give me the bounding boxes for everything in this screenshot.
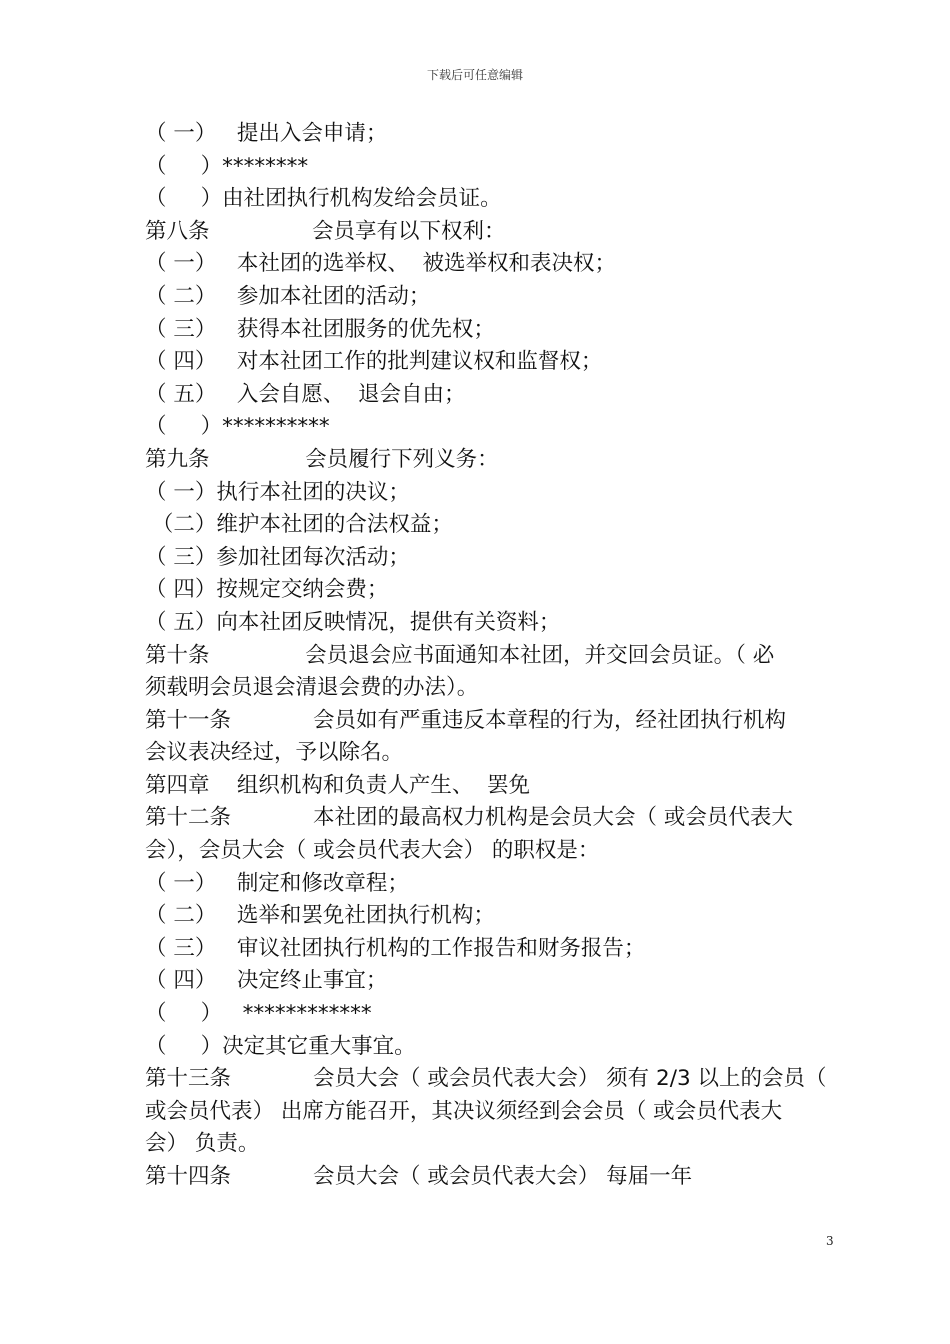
chapter-heading: 第四章 组织机构和负责人产生、 罢免 xyxy=(145,772,531,798)
text-line: （ 三）参加社团每次活动； xyxy=(145,544,410,570)
text-line: 会） 负责。 xyxy=(145,1131,260,1157)
text-line: （ 一） 本社团的选举权、 被选举权和表决权； xyxy=(145,251,617,277)
text-line: （ 一）执行本社团的决议； xyxy=(145,479,410,505)
article-heading: 第十一条 会员如有严重违反本章程的行为，经社团执行机构 xyxy=(145,707,787,733)
article-heading: 第八条 会员享有以下权利： xyxy=(145,218,506,244)
text-line: （ 四） 决定终止事宜； xyxy=(145,968,388,994)
text-line: （ 五） 入会自愿、 退会自由； xyxy=(145,381,466,407)
text-line: （ ）********** xyxy=(145,414,330,440)
text-line: 会议表决经过，予以除名。 xyxy=(145,740,404,766)
text-line: 或会员代表） 出席方能召开，其决议须经到会会员（ 或会员代表大 xyxy=(145,1098,783,1124)
text-line: （ 五）向本社团反映情况，提供有关资料； xyxy=(145,609,561,635)
text-line: （二）维护本社团的合法权益； xyxy=(145,512,453,538)
text-line: （ 三） 审议社团执行机构的工作报告和财务报告； xyxy=(145,935,646,961)
article-heading: 第十三条 会员大会（ 或会员代表大会） 须有 2/3 以上的会员（ xyxy=(145,1066,827,1092)
text-line: （ ）决定其它重大事宜。 xyxy=(145,1033,416,1059)
text-line: （ 一） 提出入会申请； xyxy=(145,121,388,146)
text-line: （ 四）按规定交纳会费； xyxy=(145,577,389,603)
text-line: （ 四） 对本社团工作的批判建议权和监督权； xyxy=(145,349,603,375)
text-line: （ 二） 参加本社团的活动； xyxy=(145,283,431,309)
document-body xyxy=(145,118,835,1194)
article-heading: 第十条 会员退会应书面通知本社团，并交回会员证。（ 必 xyxy=(145,642,775,668)
text-line: （ 三） 获得本社团服务的优先权； xyxy=(145,316,495,342)
article-heading: 第十四条 会员大会（ 或会员代表大会） 每届一年 xyxy=(145,1164,693,1189)
text-line: （ 二） 选举和罢免社团执行机构； xyxy=(145,903,495,929)
text-line: （ ）******** xyxy=(145,153,309,179)
article-heading: 第十二条 本社团的最高权力机构是会员大会（ 或会员代表大 xyxy=(145,805,793,831)
text-line: （ ）由社团执行机构发给会员证。 xyxy=(145,186,502,212)
text-line: （ 一） 制定和修改章程； xyxy=(145,870,409,896)
text-line: 会），会员大会（ 或会员代表大会） 的职权是： xyxy=(145,838,600,864)
text-line: （ ） ************ xyxy=(145,1001,372,1027)
page-number: 3 xyxy=(826,1234,834,1248)
page-header: 下载后可任意编辑 xyxy=(426,68,523,82)
article-heading: 第九条 会员履行下列义务： xyxy=(145,446,499,472)
text-line: 须载明会员退会清退会费的办法）。 xyxy=(145,675,479,701)
